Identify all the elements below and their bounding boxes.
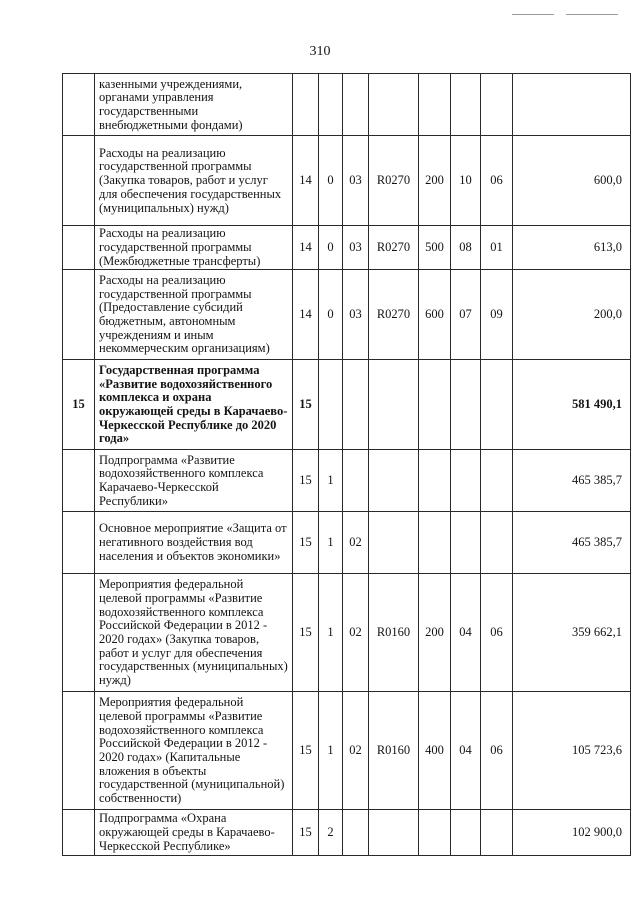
target-article-cell: R0270 [369, 136, 419, 226]
row-number-cell [63, 574, 95, 692]
amount-cell: 105 723,6 [513, 692, 631, 810]
section-cell: 04 [451, 692, 481, 810]
amount-cell: 465 385,7 [513, 450, 631, 512]
code-cell-3: 03 [343, 136, 369, 226]
code-cell-1: 15 [293, 810, 319, 856]
table-row [63, 450, 631, 512]
amount-cell [513, 74, 631, 136]
row-number-cell [63, 450, 95, 512]
amount-cell: 359 662,1 [513, 574, 631, 692]
code-cell-1: 15 [293, 450, 319, 512]
code-cell-2: 0 [319, 136, 343, 226]
table-row [63, 512, 631, 574]
row-number-cell: 15 [63, 360, 95, 450]
amount-cell: 600,0 [513, 136, 631, 226]
subsection-cell [481, 450, 513, 512]
code-cell-3 [343, 450, 369, 512]
table-row [63, 136, 631, 226]
code-cell-2: 1 [319, 512, 343, 574]
subsection-cell: 09 [481, 270, 513, 360]
code-cell-2 [319, 360, 343, 450]
code-cell-3 [343, 810, 369, 856]
row-number-cell [63, 810, 95, 856]
code-cell-1: 15 [293, 360, 319, 450]
description-cell: Государственная программа «Развитие водохозяйственного комплекса и охрана окружающей среды в Карачаево-Черкесской Республике до 2020 года» [95, 360, 293, 450]
target-article-cell: R0270 [369, 270, 419, 360]
code-cell-1: 14 [293, 270, 319, 360]
expense-type-cell: 200 [419, 136, 451, 226]
description-cell: Расходы на реализацию государственной программы (Межбюджетные трансферты) [95, 226, 293, 270]
amount-cell: 465 385,7 [513, 512, 631, 574]
table-row [63, 270, 631, 360]
section-cell: 04 [451, 574, 481, 692]
section-cell: 07 [451, 270, 481, 360]
code-cell-2: 1 [319, 450, 343, 512]
code-cell-2 [319, 74, 343, 136]
target-article-cell [369, 450, 419, 512]
code-cell-2: 0 [319, 270, 343, 360]
code-cell-2: 1 [319, 692, 343, 810]
subsection-cell [481, 810, 513, 856]
code-cell-3: 02 [343, 574, 369, 692]
section-cell [451, 360, 481, 450]
code-cell-1: 14 [293, 136, 319, 226]
target-article-cell: R0160 [369, 574, 419, 692]
code-cell-2: 1 [319, 574, 343, 692]
row-number-cell [63, 226, 95, 270]
amount-cell: 200,0 [513, 270, 631, 360]
row-number-cell [63, 136, 95, 226]
subsection-cell: 06 [481, 574, 513, 692]
description-cell: казенными учреждениями, органами управления государственными внебюджетными фондами) [95, 74, 293, 136]
code-cell-3: 02 [343, 512, 369, 574]
table-row [63, 810, 631, 856]
section-cell [451, 450, 481, 512]
table-row [63, 74, 631, 136]
row-number-cell [63, 74, 95, 136]
code-cell-3: 02 [343, 692, 369, 810]
code-cell-3: 03 [343, 226, 369, 270]
code-cell-3 [343, 360, 369, 450]
code-cell-3: 03 [343, 270, 369, 360]
expense-type-cell [419, 512, 451, 574]
row-number-cell [63, 270, 95, 360]
amount-cell: 581 490,1 [513, 360, 631, 450]
amount-cell: 102 900,0 [513, 810, 631, 856]
section-cell [451, 512, 481, 574]
expense-type-cell [419, 810, 451, 856]
description-cell: Подпрограмма «Охрана окружающей среды в Карачаево-Черкесской Республике» [95, 810, 293, 856]
code-cell-1 [293, 74, 319, 136]
description-cell: Подпрограмма «Развитие водохозяйственного комплекса Карачаево-Черкесской Республики» [95, 450, 293, 512]
expense-type-cell [419, 450, 451, 512]
expense-type-cell [419, 74, 451, 136]
subsection-cell [481, 360, 513, 450]
row-number-cell [63, 692, 95, 810]
table-row [63, 360, 631, 450]
section-cell [451, 74, 481, 136]
target-article-cell [369, 512, 419, 574]
subsection-cell: 01 [481, 226, 513, 270]
code-cell-1: 14 [293, 226, 319, 270]
target-article-cell [369, 810, 419, 856]
subsection-cell [481, 74, 513, 136]
subsection-cell [481, 512, 513, 574]
table-row [63, 226, 631, 270]
amount-cell: 613,0 [513, 226, 631, 270]
target-article-cell: R0270 [369, 226, 419, 270]
description-cell: Расходы на реализацию государственной программы (Закупка товаров, работ и услуг для обеспечения государственных (муниципальных) нужд) [95, 136, 293, 226]
code-cell-1: 15 [293, 574, 319, 692]
code-cell-2: 0 [319, 226, 343, 270]
scan-speck [512, 14, 554, 15]
target-article-cell [369, 74, 419, 136]
description-cell: Расходы на реализацию государственной программы (Предоставление субсидий бюджетным, автономным учреждениям и иным некоммерческим организациям) [95, 270, 293, 360]
code-cell-1: 15 [293, 512, 319, 574]
budget-table [62, 73, 631, 856]
subsection-cell: 06 [481, 692, 513, 810]
expense-type-cell: 600 [419, 270, 451, 360]
expense-type-cell: 500 [419, 226, 451, 270]
expense-type-cell: 200 [419, 574, 451, 692]
subsection-cell: 06 [481, 136, 513, 226]
target-article-cell [369, 360, 419, 450]
description-cell: Мероприятия федеральной целевой программы «Развитие водохозяйственного комплекса Российской Федерации в 2012 - 2020 годах» (Закупка товаров, работ и услуг для обеспечения государственных (муниципальных) нужд) [95, 574, 293, 692]
description-cell: Мероприятия федеральной целевой программы «Развитие водохозяйственного комплекса Российской Федерации в 2012 - 2020 годах» (Капитальные вложения в объекты государственной (муниципальной) собственности) [95, 692, 293, 810]
code-cell-3 [343, 74, 369, 136]
scan-speck [566, 14, 618, 15]
table-row [63, 574, 631, 692]
code-cell-2: 2 [319, 810, 343, 856]
expense-type-cell: 400 [419, 692, 451, 810]
section-cell: 10 [451, 136, 481, 226]
row-number-cell [63, 512, 95, 574]
description-cell: Основное мероприятие «Защита от негативного воздействия вод населения и объектов экономики» [95, 512, 293, 574]
target-article-cell: R0160 [369, 692, 419, 810]
section-cell: 08 [451, 226, 481, 270]
section-cell [451, 810, 481, 856]
code-cell-1: 15 [293, 692, 319, 810]
expense-type-cell [419, 360, 451, 450]
page-number: 310 [309, 44, 331, 59]
table-row [63, 692, 631, 810]
